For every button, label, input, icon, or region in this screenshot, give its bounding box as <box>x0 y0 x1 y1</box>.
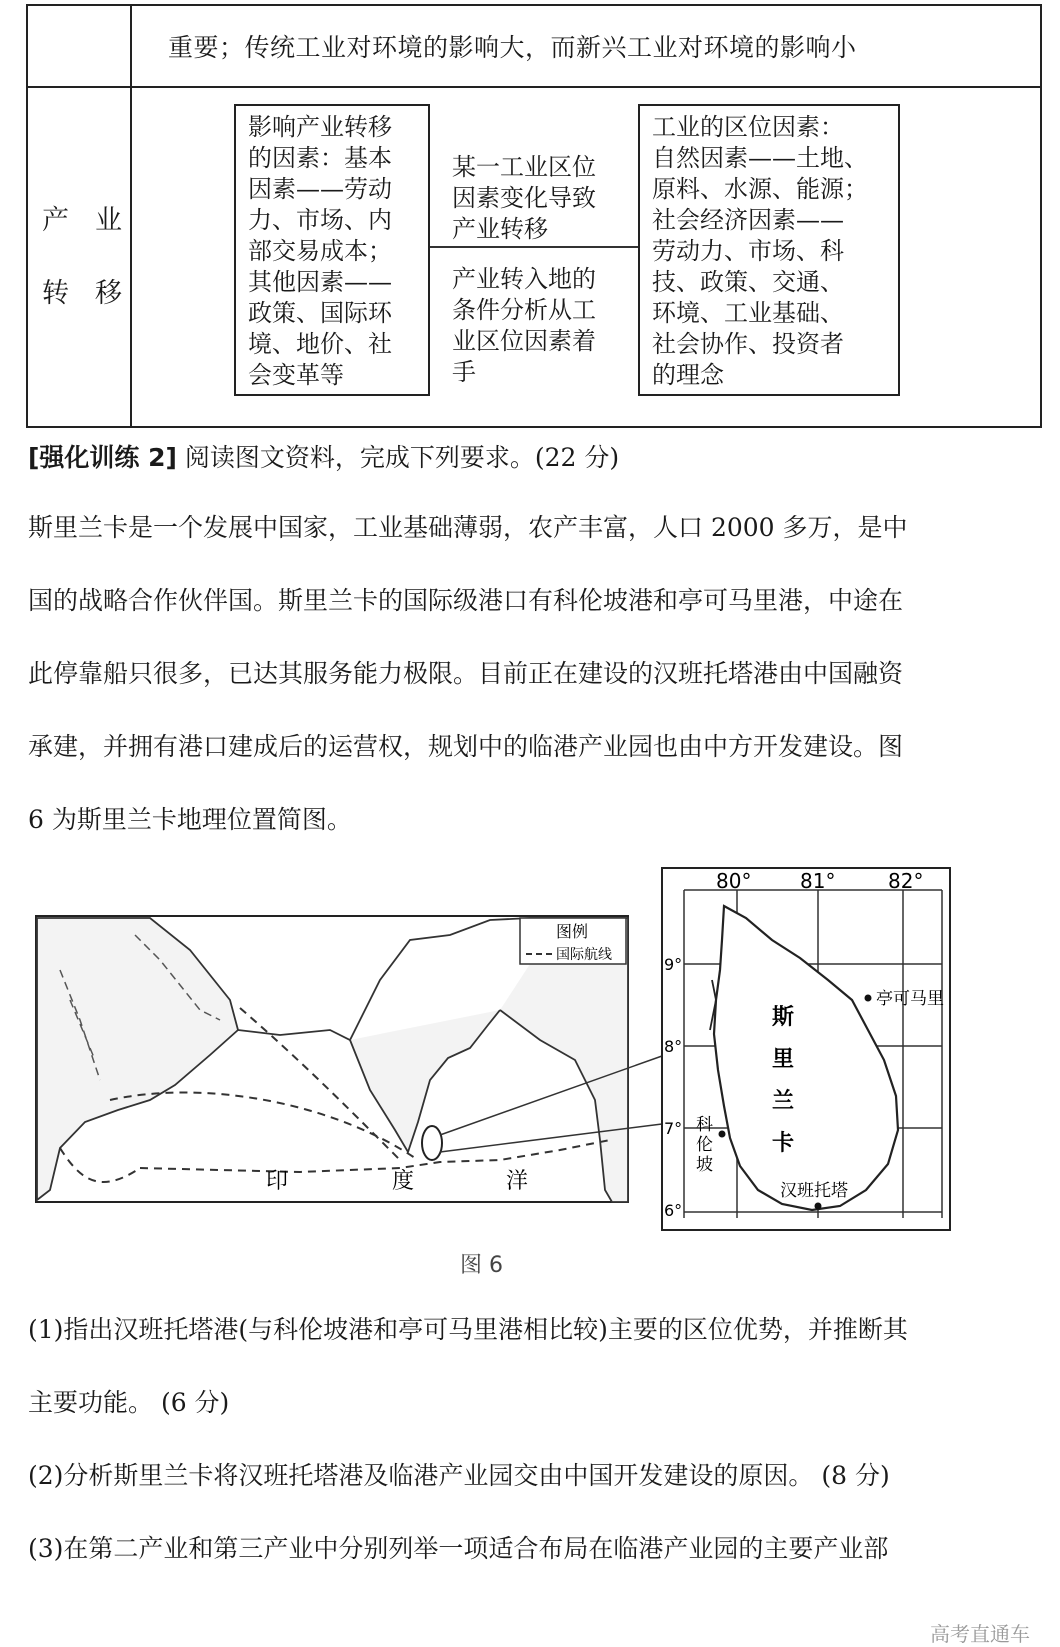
legend-title: 图例 <box>556 922 589 941</box>
watermark: 高考直通车 <box>930 1622 1030 1646</box>
table-row1-text: 重要；传统工业对环境的影响大，而新兴工业对环境的影响小 <box>168 33 857 62</box>
location-factors-box <box>638 104 900 396</box>
sri-lanka-small <box>422 1126 442 1160</box>
colombo-port-marker <box>719 1131 726 1138</box>
location-map <box>0 860 1060 1300</box>
ocean-label-char: 印 <box>266 1169 289 1194</box>
latitude-label: 9° <box>664 955 683 974</box>
paragraph-line: 此停靠船只很多，已达其服务能力极限。目前正在建设的汉班托塔港由中国融资 <box>28 659 904 688</box>
hambantota-port-label: 汉班托塔 <box>780 1181 848 1201</box>
country-name-char: 兰 <box>772 1089 795 1114</box>
paragraph-line: 承建，并拥有港口建成后的运营权，规划中的临港产业园也由中方开发建设。图 <box>28 732 904 761</box>
sri-lanka-location-figure <box>0 860 1060 1300</box>
latitude-label: 7° <box>664 1119 683 1138</box>
ocean-label-char: 度 <box>392 1169 415 1194</box>
middle-analysis-text: 产业转入地的 条件分析从工 业区位因素着 手 <box>452 265 596 386</box>
country-name-char: 里 <box>772 1047 795 1072</box>
exercise-heading <box>28 438 619 474</box>
ocean-label-char: 洋 <box>506 1169 529 1194</box>
paragraph-line: 国的战略合作伙伴国。斯里兰卡的国际级港口有科伦坡港和亭可马里港，中途在 <box>28 586 904 615</box>
paragraph-line: 斯里兰卡是一个发展中国家，工业基础薄弱，农产丰富，人口 2000 多万，是中 <box>28 513 908 542</box>
row-label-bottom: 转移 <box>42 278 148 309</box>
paragraph-line: 6 为斯里兰卡地理位置简图。 <box>28 805 352 834</box>
colombo-port-label-char: 科 <box>696 1115 713 1135</box>
middle-cause-text: 某一工业区位 因素变化导致 产业转移 <box>452 153 596 243</box>
latitude-label: 6° <box>664 1201 683 1220</box>
longitude-label: 80° <box>716 869 752 893</box>
row-label-top: 产业 <box>42 205 148 236</box>
longitude-label: 82° <box>888 869 924 893</box>
colombo-port-label-char: 伦 <box>696 1135 713 1155</box>
trincomalee-port-label: 亭可马里 <box>876 989 944 1009</box>
question-line: (3)在第二产业和第三产业中分别列举一项适合布局在临港产业园的主要产业部 <box>28 1534 889 1563</box>
legend-route-label: 国际航线 <box>556 947 612 963</box>
question-line: (2)分析斯里兰卡将汉班托塔港及临港产业园交由中国开发建设的原因。 (8 分) <box>28 1461 890 1490</box>
country-name-char: 卡 <box>772 1131 795 1156</box>
transfer-factors-box <box>234 104 430 396</box>
colombo-port-label-char: 坡 <box>696 1155 713 1175</box>
trincomalee-port-marker <box>865 995 872 1002</box>
exercise-label: [强化训练 2] <box>28 443 177 472</box>
requirements-table <box>26 4 1042 428</box>
country-name-char: 斯 <box>772 1005 795 1030</box>
latitude-label: 8° <box>664 1037 683 1056</box>
question-line: (1)指出汉班托塔港(与科伦坡港和亭可马里港相比较)主要的区位优势，并推断其 <box>28 1315 908 1344</box>
box-connector-line <box>430 246 638 248</box>
exercise-instruction: 阅读图文资料，完成下列要求。(22 分) <box>176 443 620 472</box>
question-line: 主要功能。 (6 分) <box>28 1388 230 1417</box>
transfer-factors-text: 影响产业转移 的因素：基本 因素——劳动 力、市场、内 部交易成本； 其他因素—— 政策、国际环 境、地价、社 会变革等 <box>248 113 392 389</box>
figure-caption: 图 6 <box>460 1253 503 1278</box>
location-factors-text: 工业的区位因素： 自然因素——土地、 原料、水源、能源； 社会经济因素—— 劳动力、市场、科 技、政策、交通、 环境、工业基础、 社会协作、投资者 的理念 <box>652 113 868 389</box>
longitude-label: 81° <box>800 869 836 893</box>
hambantota-port-marker <box>815 1203 822 1210</box>
table-row-divider <box>28 86 1040 88</box>
